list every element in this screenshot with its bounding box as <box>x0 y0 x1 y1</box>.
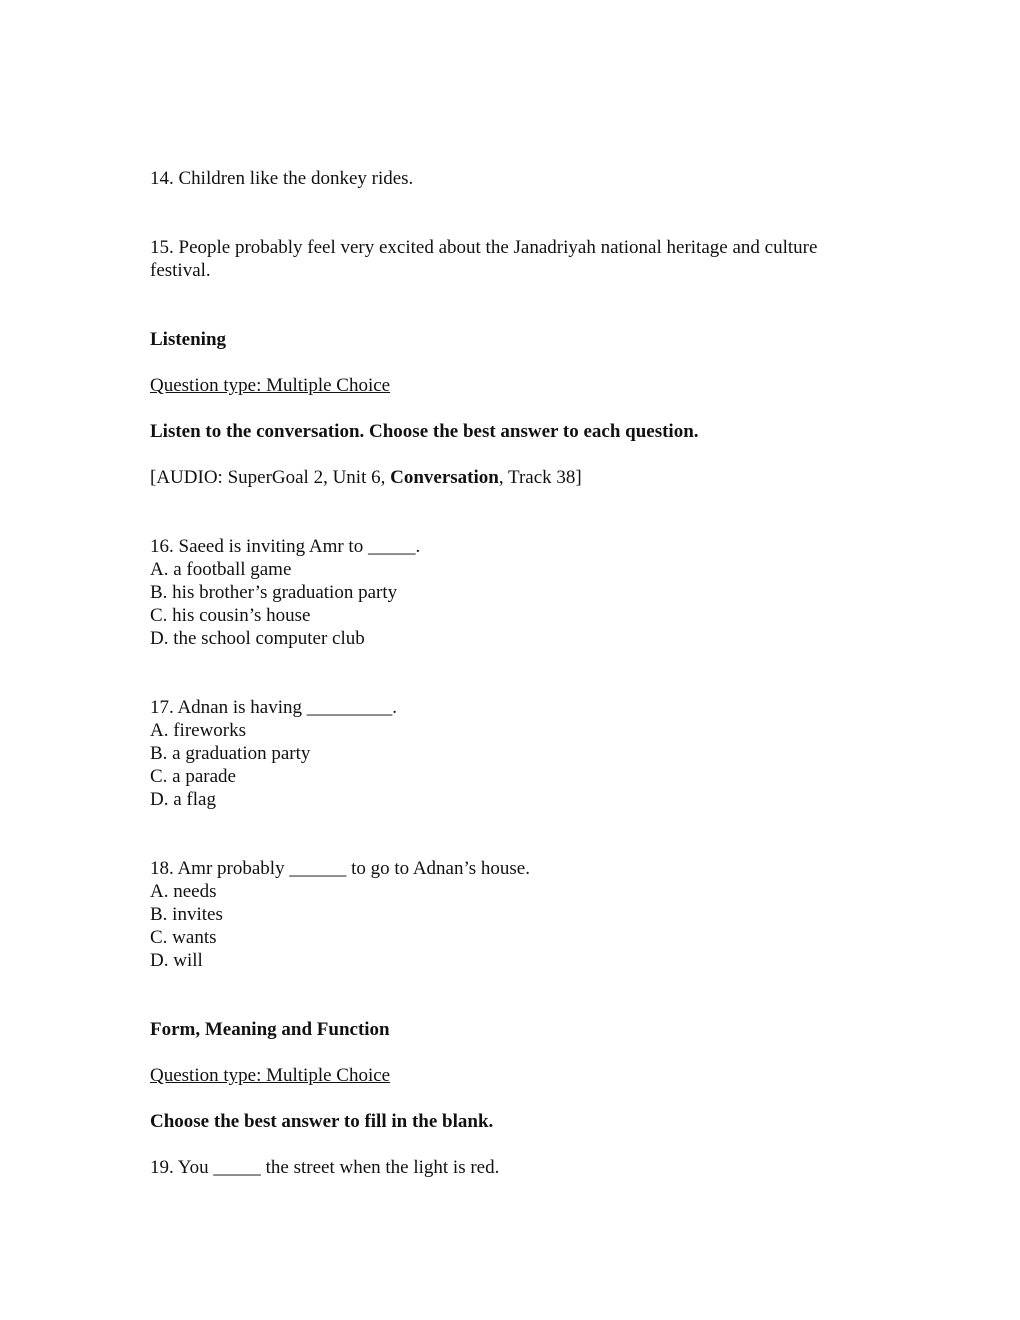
question-17-option-a: A. fireworks <box>150 720 247 741</box>
form-instruction: Choose the best answer to fill in the blank. <box>150 1111 494 1132</box>
question-16-option-c: C. his cousin’s house <box>150 605 311 626</box>
question-19-stem: 19. You _____ the street when the light is red. <box>150 1157 500 1178</box>
question-17-option-d: D. a flag <box>150 789 216 810</box>
form-question-type: Question type: Multiple Choice <box>150 1065 391 1086</box>
question-18-option-a: A. needs <box>150 881 217 902</box>
question-18-option-d: D. will <box>150 950 203 971</box>
form-heading: Form, Meaning and Function <box>150 1019 390 1040</box>
question-17-stem: 17. Adnan is having _________. <box>150 697 397 718</box>
audio-conversation: Conversation <box>390 467 499 488</box>
question-17-option-c: C. a parade <box>150 766 236 787</box>
listening-instruction: Listen to the conversation. Choose the best answer to each question. <box>150 421 699 442</box>
question-17-option-b: B. a graduation party <box>150 743 311 764</box>
question-16-stem: 16. Saeed is inviting Amr to _____. <box>150 536 421 557</box>
question-16-option-d: D. the school computer club <box>150 628 365 649</box>
question-18-stem: 18. Amr probably ______ to go to Adnan’s house. <box>150 858 530 879</box>
question-16-option-a: A. a football game <box>150 559 292 580</box>
listening-question-type: Question type: Multiple Choice <box>150 375 391 396</box>
audio-prefix: [AUDIO: SuperGoal 2, Unit 6, <box>150 467 391 488</box>
question-16-option-b: B. his brother’s graduation party <box>150 582 398 603</box>
question-18-option-c: C. wants <box>150 927 217 948</box>
question-15: 15. People probably feel very excited about the Janadriyah national heritage and culture festival. <box>150 237 818 281</box>
audio-suffix: , Track 38] <box>498 467 582 488</box>
listening-heading: Listening <box>150 329 227 350</box>
question-14: 14. Children like the donkey rides. <box>150 168 414 189</box>
question-18-option-b: B. invites <box>150 904 223 925</box>
audio-reference <box>150 466 582 489</box>
